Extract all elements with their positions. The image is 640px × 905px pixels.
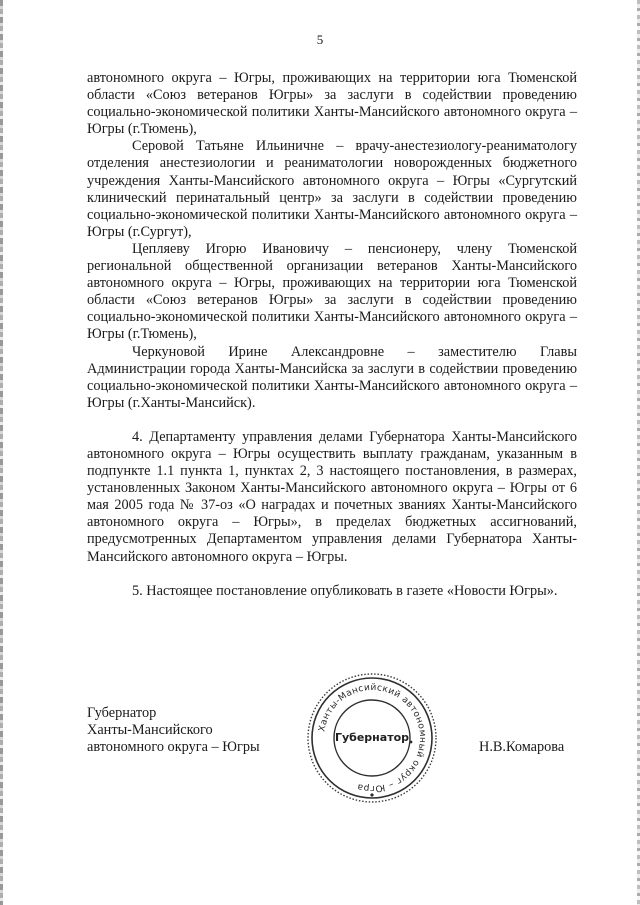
signature-title-line: Губернатор bbox=[87, 705, 157, 721]
signature-title-line: автономного округа – Югры bbox=[87, 739, 260, 756]
signature-title-line: Ханты-Мансийского bbox=[87, 722, 213, 739]
paragraph-ceplyaev: Цепляеву Игорю Ивановичу – пенсионеру, члену Тюменской региональной общественной организации ветеранов Ханты-Мансийского автономного округа – Югры, проживающих на территории юга Тюменской области «Союз ветеранов Югры» за заслуги в содействии проведению социально-экономической политики Ханты-Мансийского автономного округа – Югры (г.Тюмень), bbox=[87, 240, 577, 343]
page-number: 5 bbox=[316, 32, 324, 47]
paragraph-continuation: автономного округа – Югры, проживающих на территории юга Тюменской области «Союз ветеранов Югры» за заслуги в содействии проведению социально-экономической политики Ханты-Мансийского автономного округа – Югры (г.Тюмень), bbox=[87, 70, 577, 138]
signature-title-block bbox=[87, 705, 260, 756]
seal-ring-text: Ханты-Мансийский автономный округ – Югра bbox=[317, 682, 428, 794]
scan-edge-left bbox=[0, 0, 3, 905]
signer-name: Н.В.Комарова bbox=[479, 739, 565, 755]
paragraph-item-5: 5. Настоящее постановление опубликовать в газете «Новости Югры». bbox=[132, 582, 558, 599]
paragraph-cherkunova: Черкуновой Ирине Александровне – заместителю Главы Администрации города Ханты-Мансийска за заслуги в содействии проведению социально-экономической политики Ханты-Мансийского автономного округа – Югры (г.Ханты-Мансийск). bbox=[87, 343, 577, 411]
official-seal-stamp bbox=[305, 671, 439, 805]
document-body bbox=[87, 70, 577, 600]
paragraph-spacer bbox=[87, 566, 577, 583]
seal-center-text: Губернатор bbox=[334, 731, 410, 744]
paragraph-item-4: 4. Департаменту управления делами Губернатора Ханты-Мансийского автономного округа – Югры осуществить выплату гражданам, указанным в подпункте 1.1 пункта 1, пунктах 2, 3 настоящего постановления, в размерах, установленных Законом Ханты-Мансийского автономного округа – Югры от 6 мая 2005 года № 37-оз «О наградах и почетных званиях Ханты-Мансийского автономного округа – Югры», в пределах бюджетных ассигнований, предусмотренных Департаментом управления делами Губернатора Ханты-Мансийского автономного округа – Югры. bbox=[87, 428, 577, 565]
paragraph-spacer bbox=[87, 412, 577, 429]
paragraph-serova: Серовой Татьяне Ильиничне – врачу-анестезиологу-реаниматологу отделения анестезиологии и реаниматологии новорожденных бюджетного учреждения Ханты-Мансийского автономного округа – Югры «Сургутский клинический перинатальный центр» за заслуги в содействии проведению социально-экономической политики Ханты-Мансийского автономного округа – Югры (г.Сургут), bbox=[87, 138, 577, 240]
